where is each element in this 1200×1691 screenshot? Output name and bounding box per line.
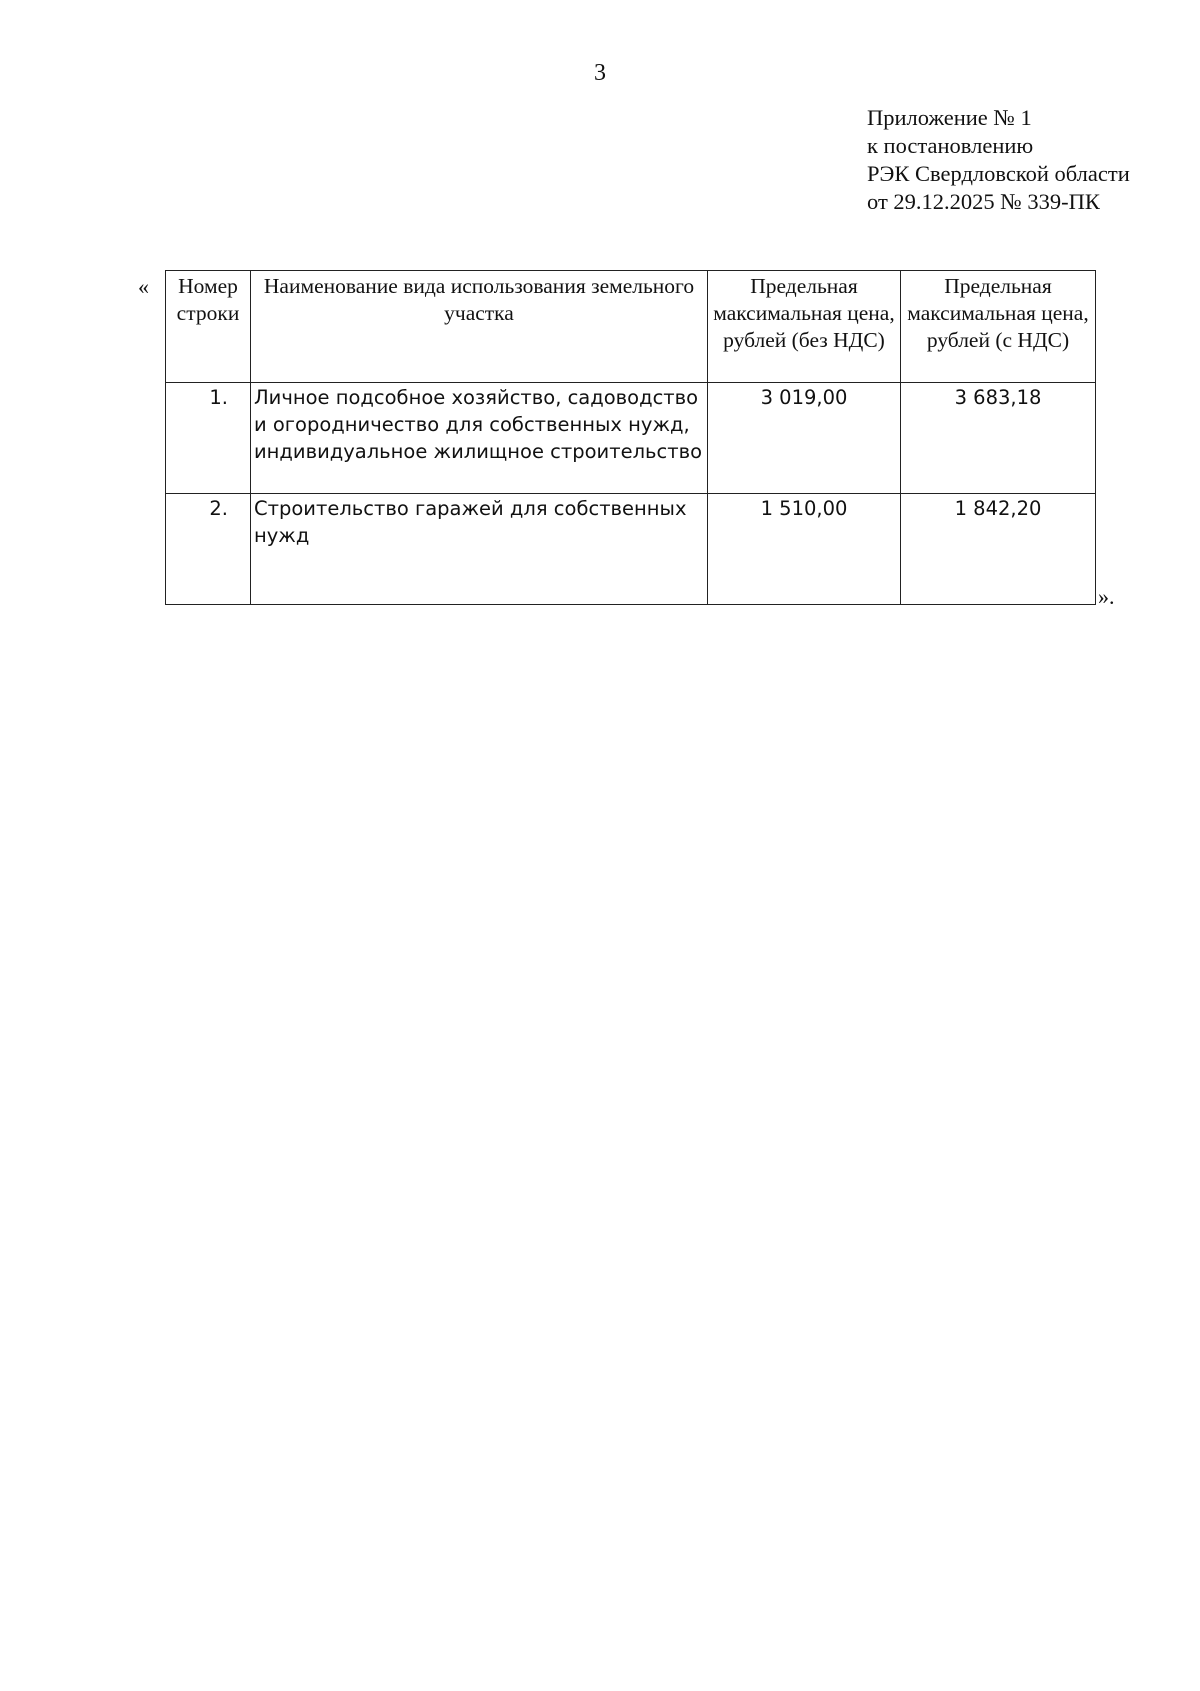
row-number-cell: 2.	[166, 494, 251, 605]
table-row	[166, 494, 1096, 605]
header-price-with-vat: Предельная максимальная цена, рублей (с НДС)	[901, 271, 1096, 383]
price-table	[165, 270, 1096, 605]
table-header-row	[166, 271, 1096, 383]
row-number-cell: 1.	[166, 383, 251, 494]
appendix-authority: РЭК Свердловской области	[867, 161, 1130, 186]
land-use-cell: Строительство гаражей для собственных нужд	[251, 494, 708, 605]
closing-quote: ».	[1098, 584, 1115, 609]
appendix-title: Приложение № 1	[867, 105, 1032, 130]
page-number: 3	[594, 60, 606, 86]
price-with-vat-cell: 3 683,18	[901, 383, 1096, 494]
table-row	[166, 383, 1096, 494]
price-with-vat-cell: 1 842,20	[901, 494, 1096, 605]
appendix-block	[867, 104, 1130, 216]
price-no-vat-cell: 3 019,00	[708, 383, 901, 494]
land-use-cell: Личное подсобное хозяйство, садоводство и огородничество для собственных нужд, индивидуальное жилищное строительство	[251, 383, 708, 494]
header-price-no-vat: Предельная максимальная цена, рублей (без НДС)	[708, 271, 901, 383]
opening-quote: «	[138, 274, 149, 299]
header-row-number: Номер строки	[166, 271, 251, 383]
price-no-vat-cell: 1 510,00	[708, 494, 901, 605]
header-land-use: Наименование вида использования земельного участка	[251, 271, 708, 383]
appendix-reference: к постановлению	[867, 133, 1034, 158]
appendix-date-number: от 29.12.2025 № 339-ПК	[867, 189, 1100, 214]
